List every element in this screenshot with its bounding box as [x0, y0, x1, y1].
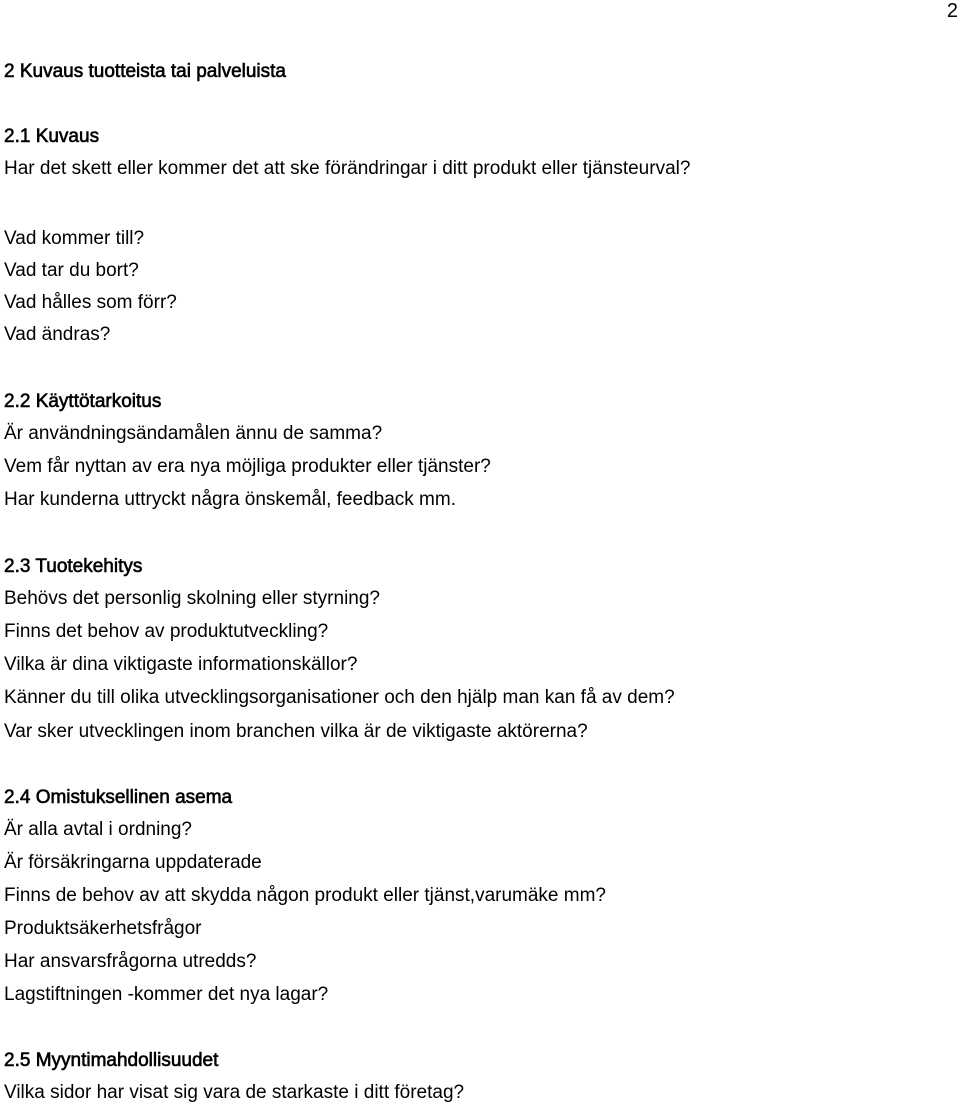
text-line: Har det skett eller kommer det att ske förändringar i ditt produkt eller tjänsteurval?	[4, 158, 691, 179]
text-line: Är användningsändamålen ännu de samma?	[4, 423, 383, 444]
text-line: Produktsäkerhetsfrågor	[4, 918, 202, 939]
page-number: 2	[946, 0, 958, 22]
text-line: Har ansvarsfrågorna utredds?	[4, 951, 257, 972]
text-line: Vilka är dina viktigaste informationskällor?	[4, 654, 358, 675]
section-heading-2-5: 2.5 Myyntimahdollisuudet	[4, 1050, 219, 1071]
text-line: Behövs det personlig skolning eller styrning?	[4, 588, 380, 609]
section-heading-2-1: 2.1 Kuvaus	[4, 126, 100, 147]
section-heading-2-4: 2.4 Omistuksellinen asema	[4, 787, 233, 808]
text-line: Finns de behov av att skydda någon produkt eller tjänst,varumäke mm?	[4, 885, 606, 906]
text-line: Vad ändras?	[4, 324, 111, 345]
text-line: Vad kommer till?	[4, 228, 145, 249]
text-line: Lagstiftningen -kommer det nya lagar?	[4, 984, 329, 1005]
main-heading: 2 Kuvaus tuotteista tai palveluista	[4, 61, 287, 82]
text-line: Är alla avtal i ordning?	[4, 819, 192, 840]
section-heading-2-3: 2.3 Tuotekehitys	[4, 556, 143, 577]
text-line: Känner du till olika utvecklingsorganisationer och den hjälp man kan få av dem?	[4, 687, 675, 708]
text-line: Är försäkringarna uppdaterade	[4, 852, 262, 873]
text-line: Vad hålles som förr?	[4, 292, 177, 313]
text-line: Vem får nyttan av era nya möjliga produkter eller tjänster?	[4, 456, 491, 477]
text-line: Har kunderna uttryckt några önskemål, feedback mm.	[4, 489, 456, 510]
section-heading-2-2: 2.2 Käyttötarkoitus	[4, 391, 162, 412]
text-line: Vad tar du bort?	[4, 260, 139, 281]
text-line: Finns det behov av produktutveckling?	[4, 621, 329, 642]
text-line: Vilka sidor har visat sig vara de starkaste i ditt företag?	[4, 1082, 465, 1103]
text-line: Var sker utvecklingen inom branchen vilka är de viktigaste aktörerna?	[4, 721, 588, 742]
